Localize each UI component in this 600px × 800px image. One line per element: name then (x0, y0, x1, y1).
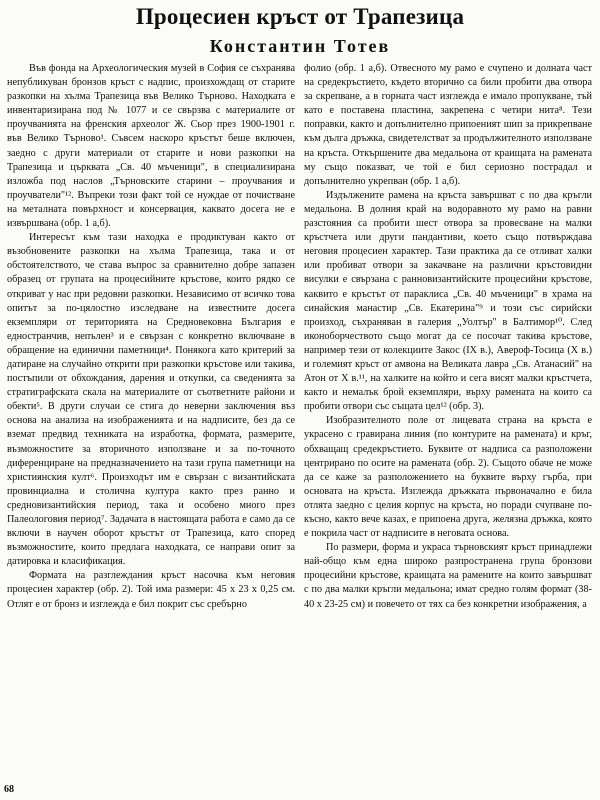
body-paragraph: По размери, форма и украса търновският кръст принадлежи най-общо към една широко разпространена група бронзови процесийни кръстове, краищата на рамените на които завършват с по два малки кръгли медальона; имат средно голям формат (38-40 х 23-25 см) и повечето от тях са без конкретни изображения, а (304, 542, 592, 610)
article-title: Процесиен кръст от Трапезица (135, 4, 465, 29)
article-author: Константин Тотев (209, 36, 391, 56)
body-paragraph: Интересът към тази находка е продиктуван както от възобновените разкопки на хълма Трапезица, така и от обстоятелството, че става въпрос за сравнително добре запазен образец от групата на процесийните кръстове, които рядко се откриват у нас при редовни разкопки. Независимо от всичко това опитът за по-цялостно изследване на известните досега екземпляри от територията на Средновековна България е едностранчив, непълен³ и е свързан с конкретно включване в обращение на единични паметници⁴. Понякога като критерий за датиране на случайно открити при разкопки кръстове или такива, постъпили от обхождания, дарения и откупки, са сведенията за стратиграфската скала на материалите от съответните райони и обекти⁵. В други случаи се стига до неверни заключения въз основа на анализа на изображенията и на надписите, без да се вземат предвид техниката на изработка, формата, размерите, възможностите за вторичното използване и за по-точното диференциране на предназначението на тази група паметници на християнския култ⁶. Произходът им е свързан с византийската провинциална и столична култура както през ранно и средновизантийския период, така и особено много през Палеологовия период⁷. Задачата в настоящата работа е само да се включи в научен оборот кръстът от Трапезица, като според възможностите, които предлага находката, се направи опит за датировка и класификация. (7, 232, 295, 568)
body-paragraph: Във фонда на Археологическия музей в София се съхранява непубликуван бронзов кръст с надпис, произхождащ от старите разкопки на хълма Трапезица във Велико Търново. Находката е инвентаризирана под № 1077 и се свързва с материалите от проучванията на френския археолог Ж. Сьор през 1900-1901 г. във Велико Търново¹. Съвсем наскоро кръстът беше включен, заедно с други материали от старите и нови разкопки на Трапезица и църквата „Св. 40 мъченици", в специализирана изложба под наслов „Търновските старини – проучвания и проучватели"¹². Въпреки този факт той се нуждае от почистване на металната повърхност и консервация, каквато досега не е извършвана (обр. 1 а,б). (7, 63, 295, 230)
left-column (7, 62, 295, 784)
body-paragraph: Формата на разглеждания кръст насочва към неговия процесиен характер (обр. 2). Той има размери: 45 х 23 х 0,25 см. Отлят е от бронз и изглежда е бил покрит със сребърно (7, 570, 295, 610)
body-paragraph: Издължените рамена на кръста завършват с по два кръгли медальона. В долния край на водоравното му рамо на равни разстояния са пробити шест отвора за провесване на малки кръстчета или други пандантиви, което също потвърждава неговия процесиен характер. Тази практика да се отливат халки или пробиват отвори за закачване на различни кръстовидни висулки е свързана с ранновизантийските процесийни кръстове, каквито е кръстът от параклиса „Св. 40 мъченици" в храма на синайския манастир „Св. Екатерина"⁹ и този със сирийски произход, съхраняван в галерия „Уолтър" в Балтимор¹⁰. След иконоборчеството също могат да се посочат такива кръстове, например тези от колекциите Закос (IX в.), Авероф-Тосица (Х в.) и големият кръст от амвона на Великата лавра „Св. Атанасий" на Атон от Х в.¹¹, на халките на който и сега висят малки кръстчета, както и немалък брой екземпляри, върху рамената на които са пробити отвори със същата цел¹² (обр. 3). (304, 189, 592, 413)
body-paragraph: фолио (обр. 1 а,б). Отвесното му рамо е счупено и долната част на средекръстието, където вторично са били пробити два отвора за скрепване, а в горната част изглежда е имало пропукване, тъй като е поставена пластина, закрепена с четири нита⁸. Тези поправки, както и допълнително припоеният шип за прикрепване към дълга дръжка, свидетелстват за продължителното използване на кръста. Откършените два медальона от краищата на рамената му също показват, че той е бил сериозно пострадал и допълнително укрепван (обр. 1 а,б). (304, 63, 592, 187)
page-number: 68 (4, 784, 14, 795)
body-paragraph: Изобразителното поле от лицевата страна на кръста е украсено с гравирана линия (по контурите на рамената) и кръг, обхващащ средекръстието. Буквите от надписа са разположени центрирано по осите на рамената (обр. 2). Същото обаче не може да се каже за разположението на буквите върху гърба, при основата на кръста. Изглежда дръжката първоначално е била отлята заедно с целия корпус на кръста, но поради счупване по-късно, както вече казах, е припоена друга, желязна дръжка, която е покрила част от надписите в неговата основа. (304, 415, 592, 540)
right-column (304, 62, 592, 784)
